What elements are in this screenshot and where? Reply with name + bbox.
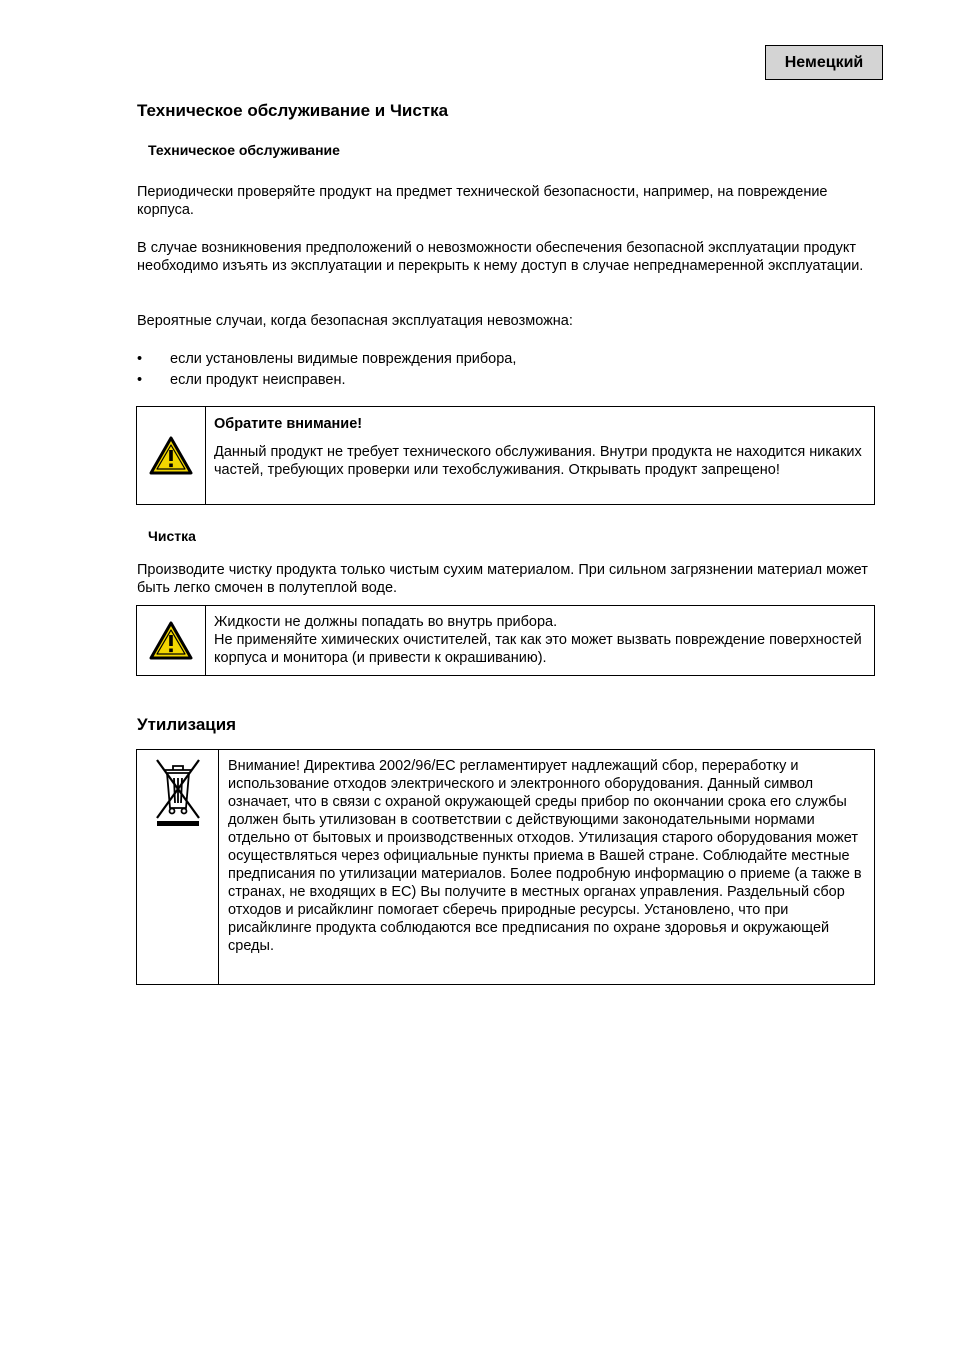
- notice-title: Обратите внимание!: [214, 416, 363, 432]
- section-title-maintenance: Техническое обслуживание и Чистка: [137, 101, 449, 120]
- cleaning-warning-text-cell: [206, 606, 874, 675]
- notice-text: Данный продукт не требует технического обслуживания. Внутри продукта не находится никаких частей, требующих проверки или техобслуживания. Открывать продукт запрещено!: [214, 444, 862, 478]
- list-item-text: если продукт неисправен.: [170, 372, 346, 388]
- cleaning-warning-line-1: Жидкости не должны попадать во внутрь прибора.: [214, 614, 558, 630]
- disposal-box: [136, 749, 875, 985]
- subsection-title-service: Техническое обслуживание: [148, 142, 340, 158]
- section-title-disposal: Утилизация: [137, 715, 237, 734]
- language-badge: Немецкий: [765, 45, 883, 80]
- warning-icon-cell: [137, 606, 206, 675]
- bullet-icon: •: [137, 372, 143, 388]
- cleaning-paragraph: Производите чистку продукта только чистым сухим материалом. При сильном загрязнении материал может быть легко смочен в полутеплой воде.: [137, 562, 868, 596]
- notice-text-cell: [206, 407, 874, 504]
- notice-box: [136, 406, 875, 505]
- list-item-text: если установлены видимые повреждения прибора,: [170, 351, 517, 367]
- disposal-text: Внимание! Директива 2002/96/EC регламентирует надлежащий сбор, переработку и использование отходов электрического и электронного оборудования. Данный символ означает, что в связи с охраной окружающей среды прибор по окончании срока его службы должен быть утилизован в соответствии с действующими законодательными нормами отдельно от бытовых и производственных отходов. Утилизация старого оборудования может осуществляться через официальные пункты приема в Вашей стране. Соблюдайте местные предписания по утилизации материалов. Более подробную информацию о приеме (а также в странах, не входящих в ЕС) Вы получите в местных органах управления. Раздельный сбор отходов и рисайклинг помогает сберечь природные ресурсы. Установлено, что при рисайклинге продукта соблюдаются все предписания по охране здоровья и окружающей среды.: [228, 758, 862, 954]
- subsection-title-cleaning: Чистка: [148, 528, 196, 544]
- cleaning-warning-box: [136, 605, 875, 676]
- service-paragraph-3: Вероятные случаи, когда безопасная эксплуатация невозможна:: [137, 313, 573, 329]
- warning-triangle-icon: [149, 621, 193, 661]
- warning-triangle-icon: [149, 436, 193, 476]
- service-paragraph-2: В случае возникновения предположений о невозможности обеспечения безопасной эксплуатации продукт необходимо изъять из эксплуатации и перекрыть к нему доступ в случае непреднамеренной эксплуатации.: [137, 240, 864, 274]
- crossed-out-bin-icon: [149, 756, 207, 828]
- disposal-text-cell: [219, 750, 874, 984]
- weee-icon-cell: [137, 750, 219, 984]
- warning-icon-cell: [137, 407, 206, 504]
- cleaning-warning-line-2: Не применяйте химических очистителей, так как это может вызвать повреждение поверхностей корпуса и монитора (и привести к окрашиванию).: [214, 632, 862, 666]
- service-paragraph-1: Периодически проверяйте продукт на предмет технической безопасности, например, на повреждение корпуса.: [137, 184, 828, 218]
- bullet-icon: •: [137, 351, 143, 367]
